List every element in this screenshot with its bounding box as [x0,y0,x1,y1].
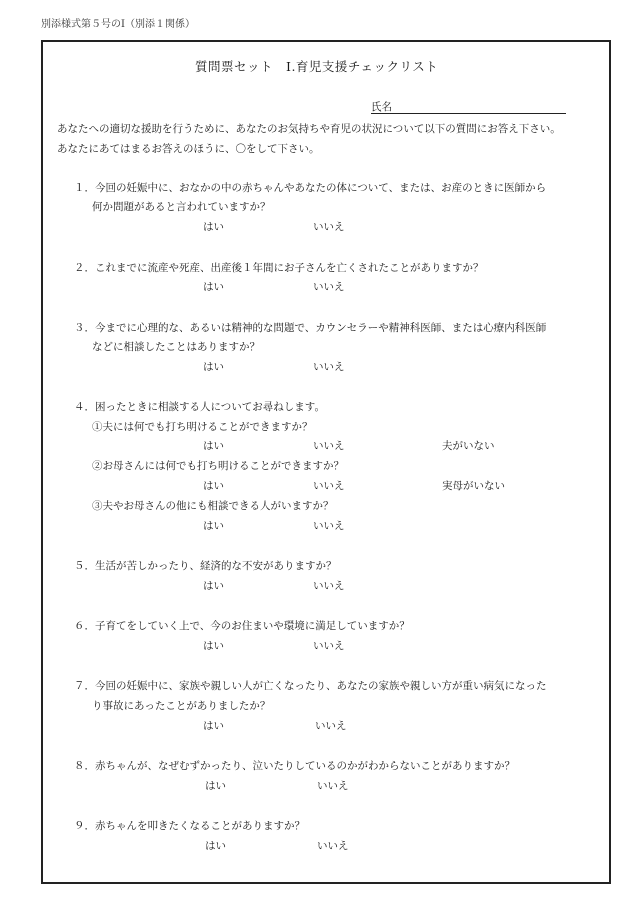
intro-line-2: あなたにあてはまるお答えのほうに、〇をして下さい。 [57,143,320,155]
question-3-yes-option[interactable]: はい [203,361,224,373]
name-field[interactable] [371,101,566,114]
question-3-no-option[interactable]: いいえ [313,361,345,373]
form-title: 質問票セット Ⅰ.育児支援チェックリスト [195,59,439,74]
question-3-line-2: などに相談したことはありますか？ [92,341,260,353]
question-2-line-1: ２．これまでに流産や死産、出産後１年間にお子さんを亡くされたことがありますか？ [74,262,484,274]
question-4-sub-2-yes-option[interactable]: はい [203,480,224,492]
question-4-sub-2-no-option[interactable]: いいえ [313,480,345,492]
intro-line-1: あなたへの適切な援助を行うために、あなたのお気持ちや育児の状況について以下の質問にお答え下さい。 [57,123,561,135]
question-6-no-option[interactable]: いいえ [313,640,345,652]
question-5-no-option[interactable]: いいえ [313,580,345,592]
question-1-yes-option[interactable]: はい [203,221,224,233]
question-6-yes-option[interactable]: はい [203,640,224,652]
question-8-line-1: ８．赤ちゃんが、なぜむずかったり、泣いたりしているのかがわからないことがありますか？ [74,760,515,772]
form-header: 別添様式第５号のⅠ（別添１関係） [41,19,195,30]
question-7-line-2: り事故にあったことがありましたか？ [92,700,271,712]
question-4-sub-3-no-option[interactable]: いいえ [313,520,345,532]
question-4-sub-2: ②お母さんには何でも打ち明けることができますか？ [92,460,344,472]
question-4-sub-1-no-option[interactable]: いいえ [313,440,345,452]
question-1-line-2: 何か問題があると言われていますか？ [92,201,271,213]
question-8-no-option[interactable]: いいえ [317,780,349,792]
question-9-no-option[interactable]: いいえ [317,840,349,852]
question-4-sub-3: ③夫やお母さんの他にも相談できる人がいますか？ [92,500,334,512]
question-1-no-option[interactable]: いいえ [313,221,345,233]
question-4-sub-1-extra-option[interactable]: 夫がいない [442,440,495,452]
question-9-line-1: ９．赤ちゃんを叩きたくなることがありますか？ [74,820,305,832]
form-frame [41,40,611,884]
question-7-no-option[interactable]: いいえ [315,720,347,732]
question-4-sub-2-extra-option[interactable]: 実母がいない [442,480,505,492]
question-8-yes-option[interactable]: はい [205,780,226,792]
question-7-yes-option[interactable]: はい [203,720,224,732]
question-4-sub-1: ①夫には何でも打ち明けることができますか？ [92,421,313,433]
question-3-line-1: ３．今までに心理的な、あるいは精神的な問題で、カウンセラーや精神科医師、または心療内科医師 [74,322,547,334]
question-5-yes-option[interactable]: はい [203,580,224,592]
name-label: 氏名 [371,101,392,113]
question-2-yes-option[interactable]: はい [203,281,224,293]
question-6-line-1: ６．子育てをしていく上で、今のお住まいや環境に満足していますか？ [74,620,410,632]
question-7-line-1: ７．今回の妊娠中に、家族や親しい人が亡くなったり、あなたの家族や親しい方が重い病気になった [74,680,547,692]
question-2-no-option[interactable]: いいえ [313,281,345,293]
question-4-lead: ４．困ったときに相談する人についてお尋ねします。 [74,401,325,413]
question-5-line-1: ５．生活が苦しかったり、経済的な不安がありますか？ [74,560,337,572]
question-4-sub-3-yes-option[interactable]: はい [203,520,224,532]
question-1-line-1: １．今回の妊娠中に、おなかの中の赤ちゃんやあなたの体について、または、お産のときに医師から [74,182,547,194]
question-9-yes-option[interactable]: はい [205,840,226,852]
question-4-sub-1-yes-option[interactable]: はい [203,440,224,452]
